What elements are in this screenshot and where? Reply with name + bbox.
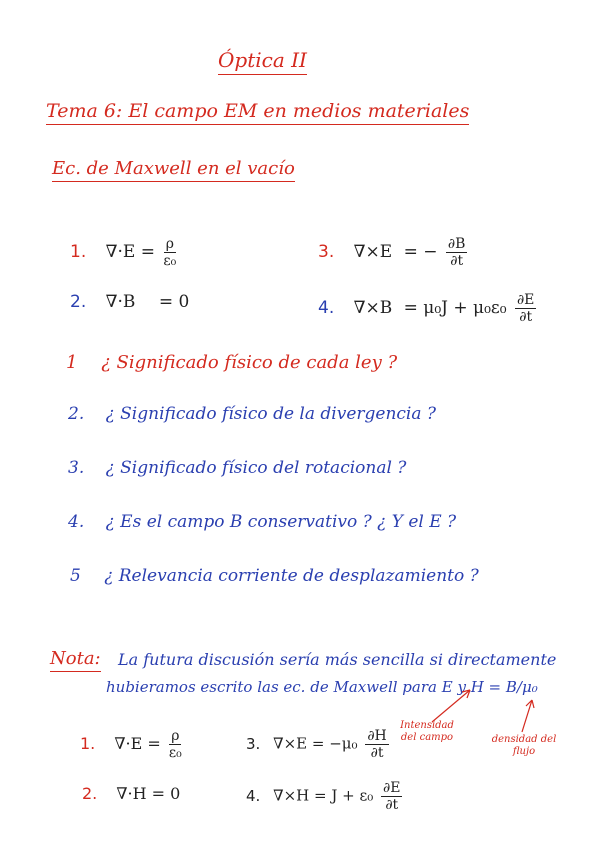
equation-lhs: ∇·E = bbox=[114, 734, 161, 753]
annotation-intensity: Intensidad del campo bbox=[400, 720, 454, 743]
h-equation-2 bbox=[82, 784, 180, 803]
question-2 bbox=[68, 404, 436, 424]
equation-lhs: ∇×E = −μ₀ bbox=[273, 734, 358, 753]
equation-gauss-b bbox=[70, 292, 189, 312]
equation-number: 3. bbox=[318, 242, 335, 262]
equation-fraction: $\frac{\partial E}{\partial t}$ bbox=[516, 292, 535, 325]
equation-rhs: = 0 bbox=[158, 292, 190, 312]
question-text: ¿ Significado físico de cada ley ? bbox=[101, 352, 398, 373]
question-number: 2. bbox=[68, 404, 85, 424]
h-equation-3 bbox=[246, 728, 392, 761]
equation-number: 2. bbox=[70, 292, 87, 312]
section-heading: Ec. de Maxwell en el vacío bbox=[52, 158, 295, 182]
equation-fraction: $\frac{\partial B}{\partial t}$ bbox=[447, 236, 466, 269]
equation-lhs: ∇×E bbox=[353, 242, 393, 262]
equation-faraday bbox=[318, 236, 470, 269]
question-text: ¿ Relevancia corriente de desplazamiento ? bbox=[104, 566, 479, 586]
question-number: 1 bbox=[66, 352, 78, 373]
note-label: Nota: bbox=[50, 648, 101, 672]
equation-fraction: $\frac{\partial H}{\partial t}$ bbox=[367, 728, 387, 761]
topic-heading: Tema 6: El campo EM en medios materiales bbox=[46, 100, 469, 125]
question-number: 4. bbox=[68, 512, 85, 532]
note-line-1: La futura discusión sería más sencilla si directamente bbox=[118, 650, 557, 669]
equation-number: 3. bbox=[246, 734, 261, 753]
equation-lhs: ∇×H = J + ε₀ bbox=[273, 786, 374, 805]
question-text: ¿ Significado físico de la divergencia ? bbox=[105, 404, 437, 424]
equation-lhs: ∇·H = 0 bbox=[116, 784, 181, 803]
question-5 bbox=[70, 566, 479, 586]
equation-fraction: $\frac{\rho}{\text{ε₀}}$ bbox=[168, 728, 182, 761]
question-text: ¿ Significado físico del rotacional ? bbox=[105, 458, 407, 478]
equation-lhs: ∇·E bbox=[105, 242, 136, 262]
equation-lhs: ∇·B bbox=[105, 292, 136, 312]
arrow-to-b-icon bbox=[522, 700, 532, 732]
question-number: 3. bbox=[68, 458, 85, 478]
question-3 bbox=[68, 458, 406, 478]
equation-rhs: = μ₀J + μ₀ε₀ bbox=[403, 298, 507, 318]
equation-number: 2. bbox=[82, 784, 98, 803]
equation-number: 4. bbox=[318, 298, 335, 318]
page-title: Óptica II bbox=[218, 48, 307, 75]
equation-lhs: ∇×B bbox=[353, 298, 393, 318]
question-number: 5 bbox=[70, 566, 81, 586]
equation-gauss-e: 1. ∇·E = $\frac{\rho}{\text{ε₀}}$ bbox=[70, 236, 177, 269]
question-text: ¿ Es el campo B conservativo ? ¿ Y el E ? bbox=[105, 512, 457, 532]
h-equation-1 bbox=[80, 728, 185, 761]
note-line-2: hubieramos escrito las ec. de Maxwell para E y H = B/μ₀ bbox=[106, 678, 538, 696]
equation-number: 1. bbox=[70, 242, 87, 262]
equation-number: 4. bbox=[246, 786, 261, 805]
equation-sign: = − bbox=[403, 242, 438, 262]
question-4 bbox=[68, 512, 456, 532]
equation-ampere bbox=[318, 292, 539, 325]
equation-fraction: $\frac{\rho}{\text{ε₀}}$ bbox=[163, 236, 177, 269]
question-1 bbox=[66, 352, 397, 373]
equation-fraction: $\frac{\partial E}{\partial t}$ bbox=[383, 780, 401, 813]
equation-number: 1. bbox=[80, 734, 96, 753]
h-equation-4 bbox=[246, 780, 405, 813]
annotation-flux-density: densidad del flujo bbox=[491, 734, 557, 757]
